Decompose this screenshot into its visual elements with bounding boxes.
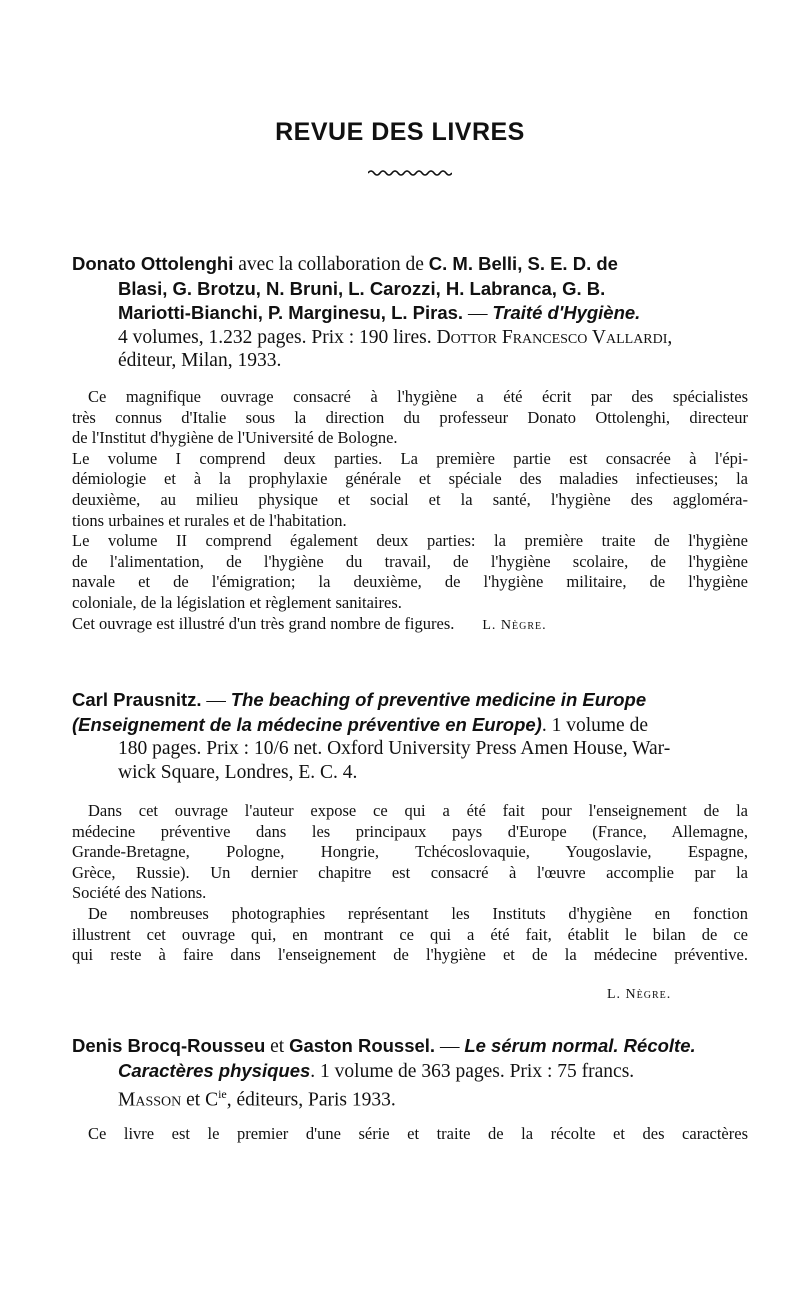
entry-3-publisher-sup: ie (218, 1087, 227, 1101)
entry-1-header (72, 252, 752, 373)
entry-3-author-1: Denis Brocq-Rousseu (72, 1035, 266, 1056)
review-line: Ce magnifique ouvrage consacré à l'hygiène a été écrit par des spécialistes (88, 387, 748, 406)
entry-1-book-title: Traité d'Hygiène. (492, 302, 641, 323)
review-line: très connus d'Italie sous la direction du professeur Donato Ottolenghi, directeur (72, 407, 748, 427)
entry-1-collaborators: C. M. Belli, S. E. D. de (428, 253, 618, 274)
review-line: De nombreuses photographies représentant les Instituts d'hygiène en fonction (88, 903, 748, 923)
review-last-line: Cet ouvrage est illustré d'un très grand nombre de figures. (72, 613, 455, 633)
entry-2-signature: L. Nègre. (607, 987, 672, 1002)
page-title: REVUE DES LIVRES (275, 118, 525, 146)
review-line: médecine préventive dans les principaux pays d'Europe (France, Allemagne, (72, 821, 748, 841)
entry-3-header (72, 1034, 752, 1112)
entry-2-author: Carl Prausnitz. (72, 689, 202, 710)
entry-3-publisher-place: , éditeurs, Paris 1933. (226, 1089, 396, 1111)
review-line: Le volume I comprend deux parties. La première partie est consacrée à l'épi- (72, 448, 748, 468)
entry-2-details: . 1 volume de (541, 714, 648, 736)
review-line: Grèce, Russie). Un dernier chapitre est consacré à l'œuvre accomplie par la (72, 862, 748, 882)
review-line: deuxième, au milieu physique et social et la santé, l'hygiène des aggloméra- (72, 489, 748, 509)
entry-3-review (72, 1124, 748, 1145)
entry-1-dash: — (463, 303, 493, 324)
review-line: Ce livre est le premier d'une série et traite de la récolte et des caractères (88, 1124, 748, 1143)
entry-1-review (72, 387, 748, 636)
entry-3-book-title: Le sérum normal. Récolte. (464, 1035, 696, 1056)
review-line: de l'Institut d'hygiène de l'Université de Bologne. (72, 428, 398, 448)
review-line: illustrent cet ouvrage qui, en montrant ce qui a été fait, établit le bilan de ce (72, 924, 748, 944)
entry-1-publisher-place: éditeur, Milan, 1933. (118, 350, 282, 371)
entry-3-book-title-2: Caractères physiques (118, 1059, 311, 1081)
review-line: Dans cet ouvrage l'auteur expose ce qui a été fait pour l'enseignement de la (88, 801, 748, 820)
entry-2-dash: — (201, 690, 231, 711)
review-line: de l'alimentation, de l'hygiène du travail, de l'hygiène scolaire, de l'hygiène (72, 551, 748, 571)
entry-1-author: Donato Ottolenghi (72, 253, 234, 274)
entry-2-details-2: 180 pages. Prix : 10/6 net. Oxford University Press Amen House, War- (118, 738, 671, 759)
entry-3-publisher: Masson (118, 1089, 182, 1111)
review-line: Grande-Bretagne, Pologne, Hongrie, Tchécoslovaquie, Yougoslavie, Espagne, (72, 842, 748, 862)
review-line: Société des Nations. (72, 883, 207, 903)
entry-3-details: . 1 volume de 363 pages. Prix : 75 francs. (310, 1060, 635, 1082)
entry-1-details: 4 volumes, 1.232 pages. Prix : 190 lires. (118, 326, 437, 348)
review-line: navale et de l'émigration; la deuxième, de l'hygiène militaire, de l'hygiène (72, 572, 748, 592)
entry-2-review (72, 801, 748, 966)
review-line: démiologie et à la prophylaxie générale et spéciale des maladies infectieuses; la (72, 469, 748, 489)
entry-3-and: et (265, 1036, 290, 1057)
entry-1-collaborators-2: Blasi, G. Brotzu, N. Bruni, L. Carozzi, H. Labranca, G. B. (118, 277, 606, 299)
entry-3-publisher-co: et C (181, 1089, 219, 1111)
entry-1-header-text: avec la collaboration de (233, 254, 429, 275)
title-ornament (368, 168, 452, 178)
review-line: Le volume II comprend également deux parties: la première traite de l'hygiène (72, 531, 748, 551)
entry-2-header (72, 688, 752, 784)
entry-1-collaborators-3: Mariotti-Bianchi, P. Marginesu, L. Piras. (118, 302, 464, 323)
entry-1-signature: L. Nègre. (482, 617, 547, 633)
review-line: coloniale, de la législation et règlement sanitaires. (72, 592, 402, 612)
entry-2-book-title: The beaching of preventive medicine in Europe (230, 689, 647, 710)
review-line (72, 614, 748, 637)
entry-2-book-title-fr: (Enseignement de la médecine préventive en Europe) (72, 713, 542, 735)
review-line: tions urbaines et rurales et de l'habitation. (72, 510, 347, 530)
review-line: qui reste à faire dans l'enseignement de l'hygiène et de la médecine préventive. (72, 945, 748, 965)
entry-3-author-2: Gaston Roussel. (289, 1035, 436, 1056)
entry-1-publisher: Dottor Francesco Vallardi, (436, 326, 673, 348)
entry-2-details-3: wick Square, Londres, E. C. 4. (118, 761, 358, 783)
entry-3-dash: — (435, 1036, 465, 1057)
